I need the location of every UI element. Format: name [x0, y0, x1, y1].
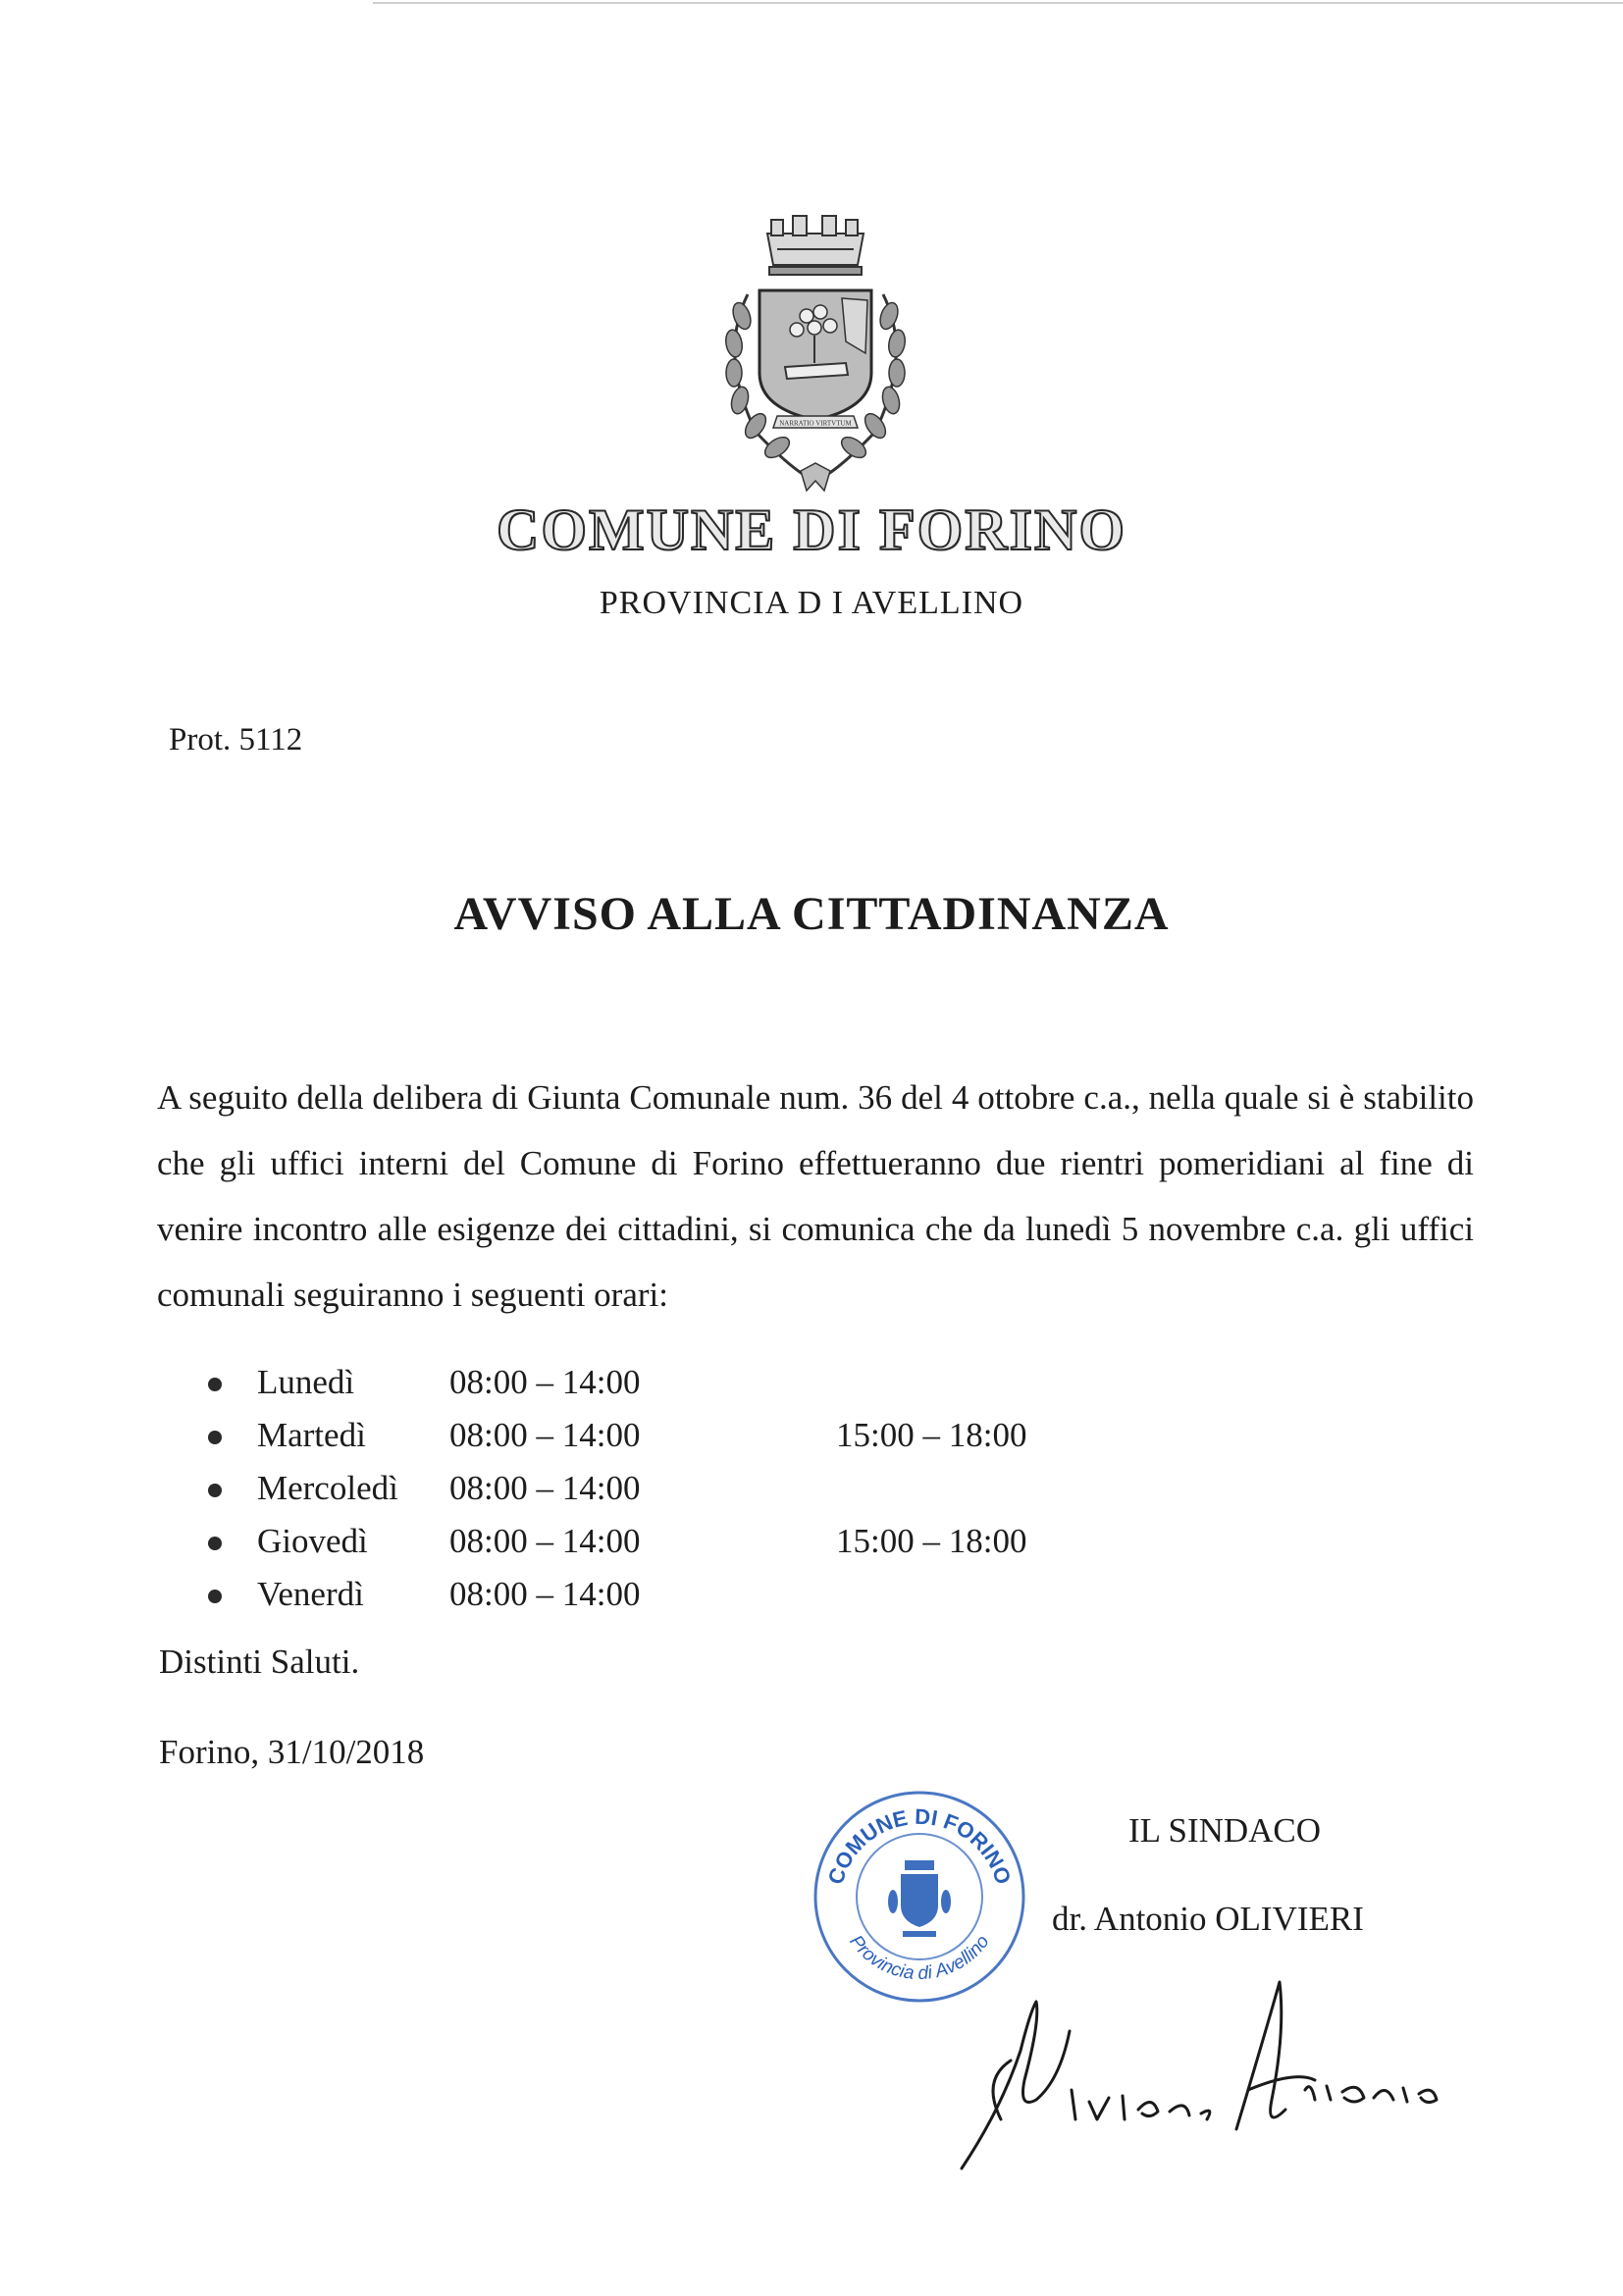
notice-title: AVVISO ALLA CITTADINANZA: [453, 888, 1170, 940]
schedule-day: Lunedì: [257, 1363, 355, 1401]
signatory-name: dr. Antonio OLIVIERI: [1052, 1900, 1364, 1938]
shield-icon: [759, 290, 871, 420]
bullet-icon: [208, 1590, 222, 1603]
crown-icon: [767, 216, 864, 275]
bullet-icon: [208, 1484, 222, 1497]
schedule-morning-hours: 08:00 – 14:00: [449, 1575, 641, 1613]
schedule-morning-hours: 08:00 – 14:00: [449, 1522, 641, 1560]
bullet-icon: [208, 1537, 222, 1550]
protocol-number: Prot. 5112: [169, 722, 303, 757]
schedule-row: [206, 1462, 1089, 1515]
schedule-row: [206, 1568, 1089, 1621]
schedule-row: [206, 1356, 1089, 1409]
schedule-day: Giovedì: [257, 1522, 368, 1560]
stamp-top-text: COMUNE DI FORINO: [822, 1803, 1017, 1888]
motto-ribbon: [773, 416, 858, 428]
scan-top-edge: [373, 2, 1623, 4]
place-and-date: Forino, 31/10/2018: [159, 1733, 425, 1771]
province-subtitle: PROVINCIA D I AVELLINO: [599, 585, 1024, 621]
notice-body: A seguito della delibera di Giunta Comunale num. 36 del 4 ottobre c.a., nella quale si è stabilito che gli uffici interni del Comune di Forino effettueranno due rientri pomeridiani al fine di venire incontro alle esigenze dei cittadini, si comunica che da lunedì 5 novembre c.a. gli uffici comunali seguiranno i seguenti orari:: [157, 1078, 1474, 1314]
schedule-day: Mercoledì: [257, 1469, 398, 1507]
schedule-afternoon-hours: 15:00 – 18:00: [836, 1522, 1027, 1560]
motto-text: NARRATIO VIRTVTUM: [779, 419, 852, 428]
stamp-bottom-text: Provincia di Avellino: [845, 1931, 994, 1985]
schedule-day: Martedì: [257, 1416, 366, 1454]
bullet-icon: [208, 1431, 222, 1444]
schedule-afternoon-hours: 15:00 – 18:00: [836, 1416, 1027, 1454]
schedule-morning-hours: 08:00 – 14:00: [449, 1363, 641, 1401]
schedule-morning-hours: 08:00 – 14:00: [449, 1416, 641, 1454]
schedule-morning-hours: 08:00 – 14:00: [449, 1469, 641, 1507]
closing-greeting: Distinti Saluti.: [159, 1643, 360, 1681]
coat-of-arms-emblem: [699, 206, 932, 500]
schedule-row: [206, 1515, 1089, 1568]
stamp-crest-icon: [888, 1860, 951, 1937]
schedule-day: Venerdì: [257, 1575, 364, 1613]
office-hours-list: [206, 1356, 1089, 1621]
schedule-row: [206, 1409, 1089, 1462]
municipality-title: COMUNE DI FORINO: [497, 497, 1126, 562]
bullet-icon: [208, 1378, 222, 1391]
handwritten-signature: [942, 1972, 1452, 2178]
signatory-title: IL SINDACO: [1128, 1811, 1322, 1850]
